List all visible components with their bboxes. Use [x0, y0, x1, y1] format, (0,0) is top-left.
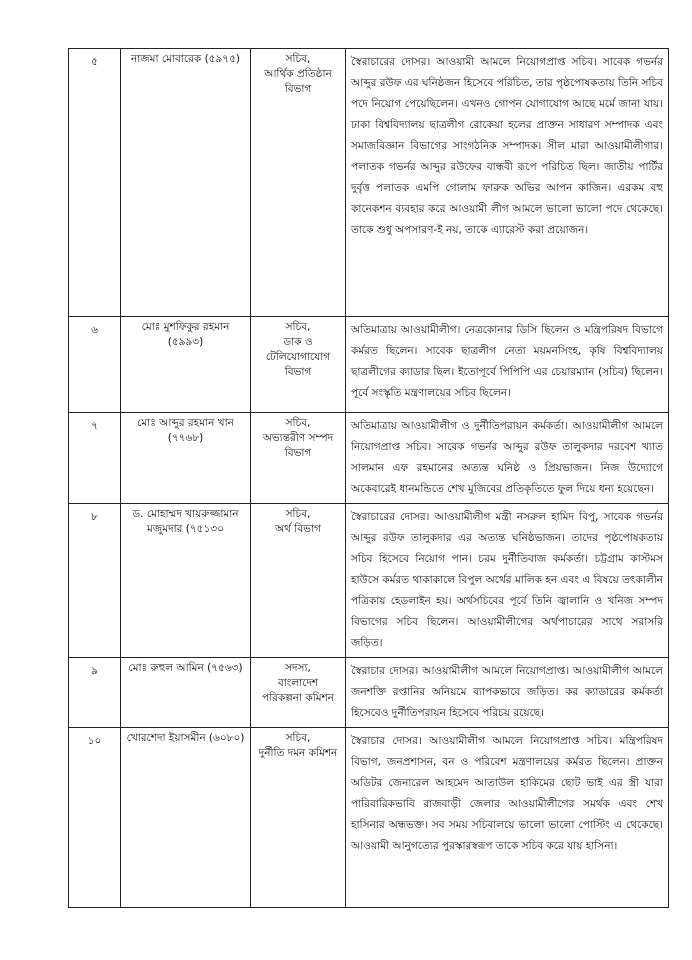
post-line: সচিব, [285, 53, 311, 65]
name-cell [121, 317, 251, 413]
table-row [69, 658, 669, 728]
description-cell: অতিমাত্রায় আওয়ামীলীগ। নেত্রকোনার ডিসি ছিলেন ও মন্ত্রিপরিষদ বিভাগে কর্মরত ছিলেন। সাবেক ছাত্রলীগ নেতা ময়মনসিংহ, কৃষি বিশ্ববিদ্যালয় ছাত্রলীগের ক্যাডার ছিল। ইতোপূর্বে পিপিপি এর চেয়ারম্যান (সচিব) ছিলেন। পূর্বে সংস্কৃতি মন্ত্রণালয়ের সচিব ছিলেন। [346, 317, 669, 413]
post-cell [251, 728, 346, 908]
description-cell: স্বৈরাচারের দোসর। আওয়ামী আমলে নিয়োগপ্রাপ্ত সচিব। সাবেক গভর্নর আব্দুর রউফ এর ঘনিষ্ঠজন হিসেবে পরিচিত, তার পৃষ্ঠপোষকতায় তিনি সচিব পদে নিয়োগ পেয়েছিলেন। এখনও গোপন যোগাযোগ আছে মর্মে জানা যায়। ঢাকা বিশ্ববিদ্যালয় ছাত্রলীগ রোকেয়া হলের প্রাক্তন সাধারণ সম্পাদক এবং সমাজবিজ্ঞান বিভাগের সাংগঠনিক সম্পাদক। সীল মারা আওয়ামীলীগার। পলাতক গভর্নর আব্দুর রউফের বান্ধবী রূপে পরিচিত ছিল। জাতীয় পার্টির দুর্বৃত্ত পলাতক এমপি গোলাম ফারুক অভির আপন কাজিন। এরকম বহু কানেকশন ব্যবহার করে আওয়ামী লীগ আমলে ভালো ভালো পদে থেকেছে। তাকে শুধু অপসারণ-ই নয়, তাকে এ্যারেস্ট করা প্রয়োজন। [346, 49, 669, 317]
name-cell [121, 413, 251, 504]
post-cell [251, 317, 346, 413]
post-line: অর্থ বিভাগ [275, 523, 321, 535]
serial-cell: ৬ [69, 317, 121, 413]
post-line: পরিকল্পনা কমিশন [261, 692, 335, 704]
post-cell [251, 49, 346, 317]
post-line: বিভাগ [284, 447, 312, 459]
name-line: (৭৭৬৮) [167, 432, 204, 444]
post-line: বাংলাদেশ [277, 677, 319, 689]
post-line: সচিব, [285, 321, 311, 333]
name-line: মোঃ রুহুল আমিন (৭৫৬৩) [128, 662, 243, 674]
post-line: টেলিযোগাযোগ [265, 351, 331, 363]
post-cell [251, 504, 346, 658]
post-line: বিভাগ [284, 366, 312, 378]
name-line: খোরশেদা ইয়াসমীন (৬০৮০) [126, 732, 245, 744]
officials-table [68, 48, 669, 908]
serial-cell: ১০ [69, 728, 121, 908]
description-cell: স্বৈরাচারের দোসর। আওয়ামীলীগ মন্ত্রী নসরুল হামিদ বিপু, সাবেক গভর্নর আব্দুর রউফ তালুকদার এর অত্যন্ত ঘনিষ্ঠভাজন। তাদের পৃষ্ঠপোষকতায় সচিব হিসেবে নিয়োগ পান। চরম দুর্নীতিবাজ কর্মকর্তা। চট্টগ্রাম কাস্টমস হাউসে কর্মরত থাকাকালে বিপুল অর্থের মালিক হন এবং এ বিষয়ে তৎকালীন পত্রিকায় হেডলাইন হয়। অর্থসচিবের পূর্বে তিনি জ্বালানি ও খনিজ সম্পদ বিভাগের সচিব ছিলেন। আওয়ামীলীগের অর্থপাচারের সাথে সরাসরি জড়িত। [346, 504, 669, 658]
post-line: আর্থিক প্রতিষ্ঠান [264, 68, 332, 80]
post-line: ডাক ও [283, 336, 313, 348]
serial-cell: ৯ [69, 658, 121, 728]
description-cell: স্বৈরাচার দোসর। আওয়ামীলীগ আমলে নিয়োগপ্রাপ্ত সচিব। মন্ত্রিপরিষদ বিভাগ, জনপ্রশাসন, বন ও পরিবেশ মন্ত্রণালয়ের কর্মরত ছিলেন। প্রাক্তন অডিটর জেনারেল আহমেদ আতাউল হাকিমের ছোট ভাই এর স্ত্রী যারা পারিবারিকভাবি রাজবাড়ী জেলার আওয়ামীলীগের সমর্থক এবং শেখ হাসিনার অন্ধভক্ত। সব সময় সচিবালয়ে ভালো ভালো পোস্টিং এ থেকেছে। আওয়ামী আনুগত্যের পুরস্কারস্বরূপ তাকে সচিব করে যায় হাসিনা। [346, 728, 669, 908]
post-line: অভ্যন্তরীণ সম্পদ [262, 432, 334, 444]
name-cell [121, 728, 251, 908]
name-line: মোঃ মুশফিকুর রহমান [141, 321, 230, 333]
post-cell [251, 413, 346, 504]
post-line: সচিব, [285, 508, 311, 520]
post-cell [251, 658, 346, 728]
description-cell: স্বৈরাচার দোসর। আওয়ামীলীগ আমলে নিয়োগপ্রাপ্ত। আওয়ামীলীগ আমলে জনশক্তি রপ্তানির অনিয়মে ব্যাপকভাবে জড়িত। কর ক্যাডারের কর্মকর্তা হিসেবেও দুর্নীতিপরায়ন হিসেবে পরিচয় রয়েছে। [346, 658, 669, 728]
name-line: (৫৯৯৩) [167, 336, 204, 348]
name-cell [121, 49, 251, 317]
table-row [69, 49, 669, 317]
post-line: দুর্নীতি দমন কমিশন [258, 747, 338, 759]
name-cell [121, 658, 251, 728]
post-line: সদস্য, [285, 662, 311, 674]
name-line: ড. মোহাম্মদ খায়রুজ্জামান [132, 508, 239, 520]
description-cell: অতিমাত্রায় আওয়ামীলীগ ও দুর্নীতিপরায়ন কর্মকর্তা। আওয়ামীলীগ আমলে নিয়োগপ্রাপ্ত সচিব। সাবেক গভর্নর আব্দুর রউফ তালুকদার দরবেশ খ্যাত সালমান এফ রহমানের অত্যন্ত ঘনিষ্ঠ ও প্রিয়ভাজন। নিজ উদ্যোগে অকেবারেই ধানমন্ডিতে শেখ মুজিবের প্রতিকৃতিতে ফুল দিয়ে ধন্য হয়েছেন। [346, 413, 669, 504]
post-line: সচিব, [285, 732, 311, 744]
table-row [69, 728, 669, 908]
name-line: মজুমদার (৭৫১৩০ [147, 523, 224, 535]
table-row [69, 317, 669, 413]
name-cell [121, 504, 251, 658]
name-line: নাজমা মোবারেক (৫৯৭৫) [130, 53, 241, 65]
post-line: বিভাগ [284, 83, 312, 95]
table-row [69, 504, 669, 658]
serial-cell: ৫ [69, 49, 121, 317]
post-line: সচিব, [285, 417, 311, 429]
serial-cell: ৮ [69, 504, 121, 658]
serial-cell: ৭ [69, 413, 121, 504]
table-row [69, 413, 669, 504]
name-line: মোঃ আব্দুর রহমান খান [137, 417, 234, 429]
table-body [69, 49, 669, 908]
